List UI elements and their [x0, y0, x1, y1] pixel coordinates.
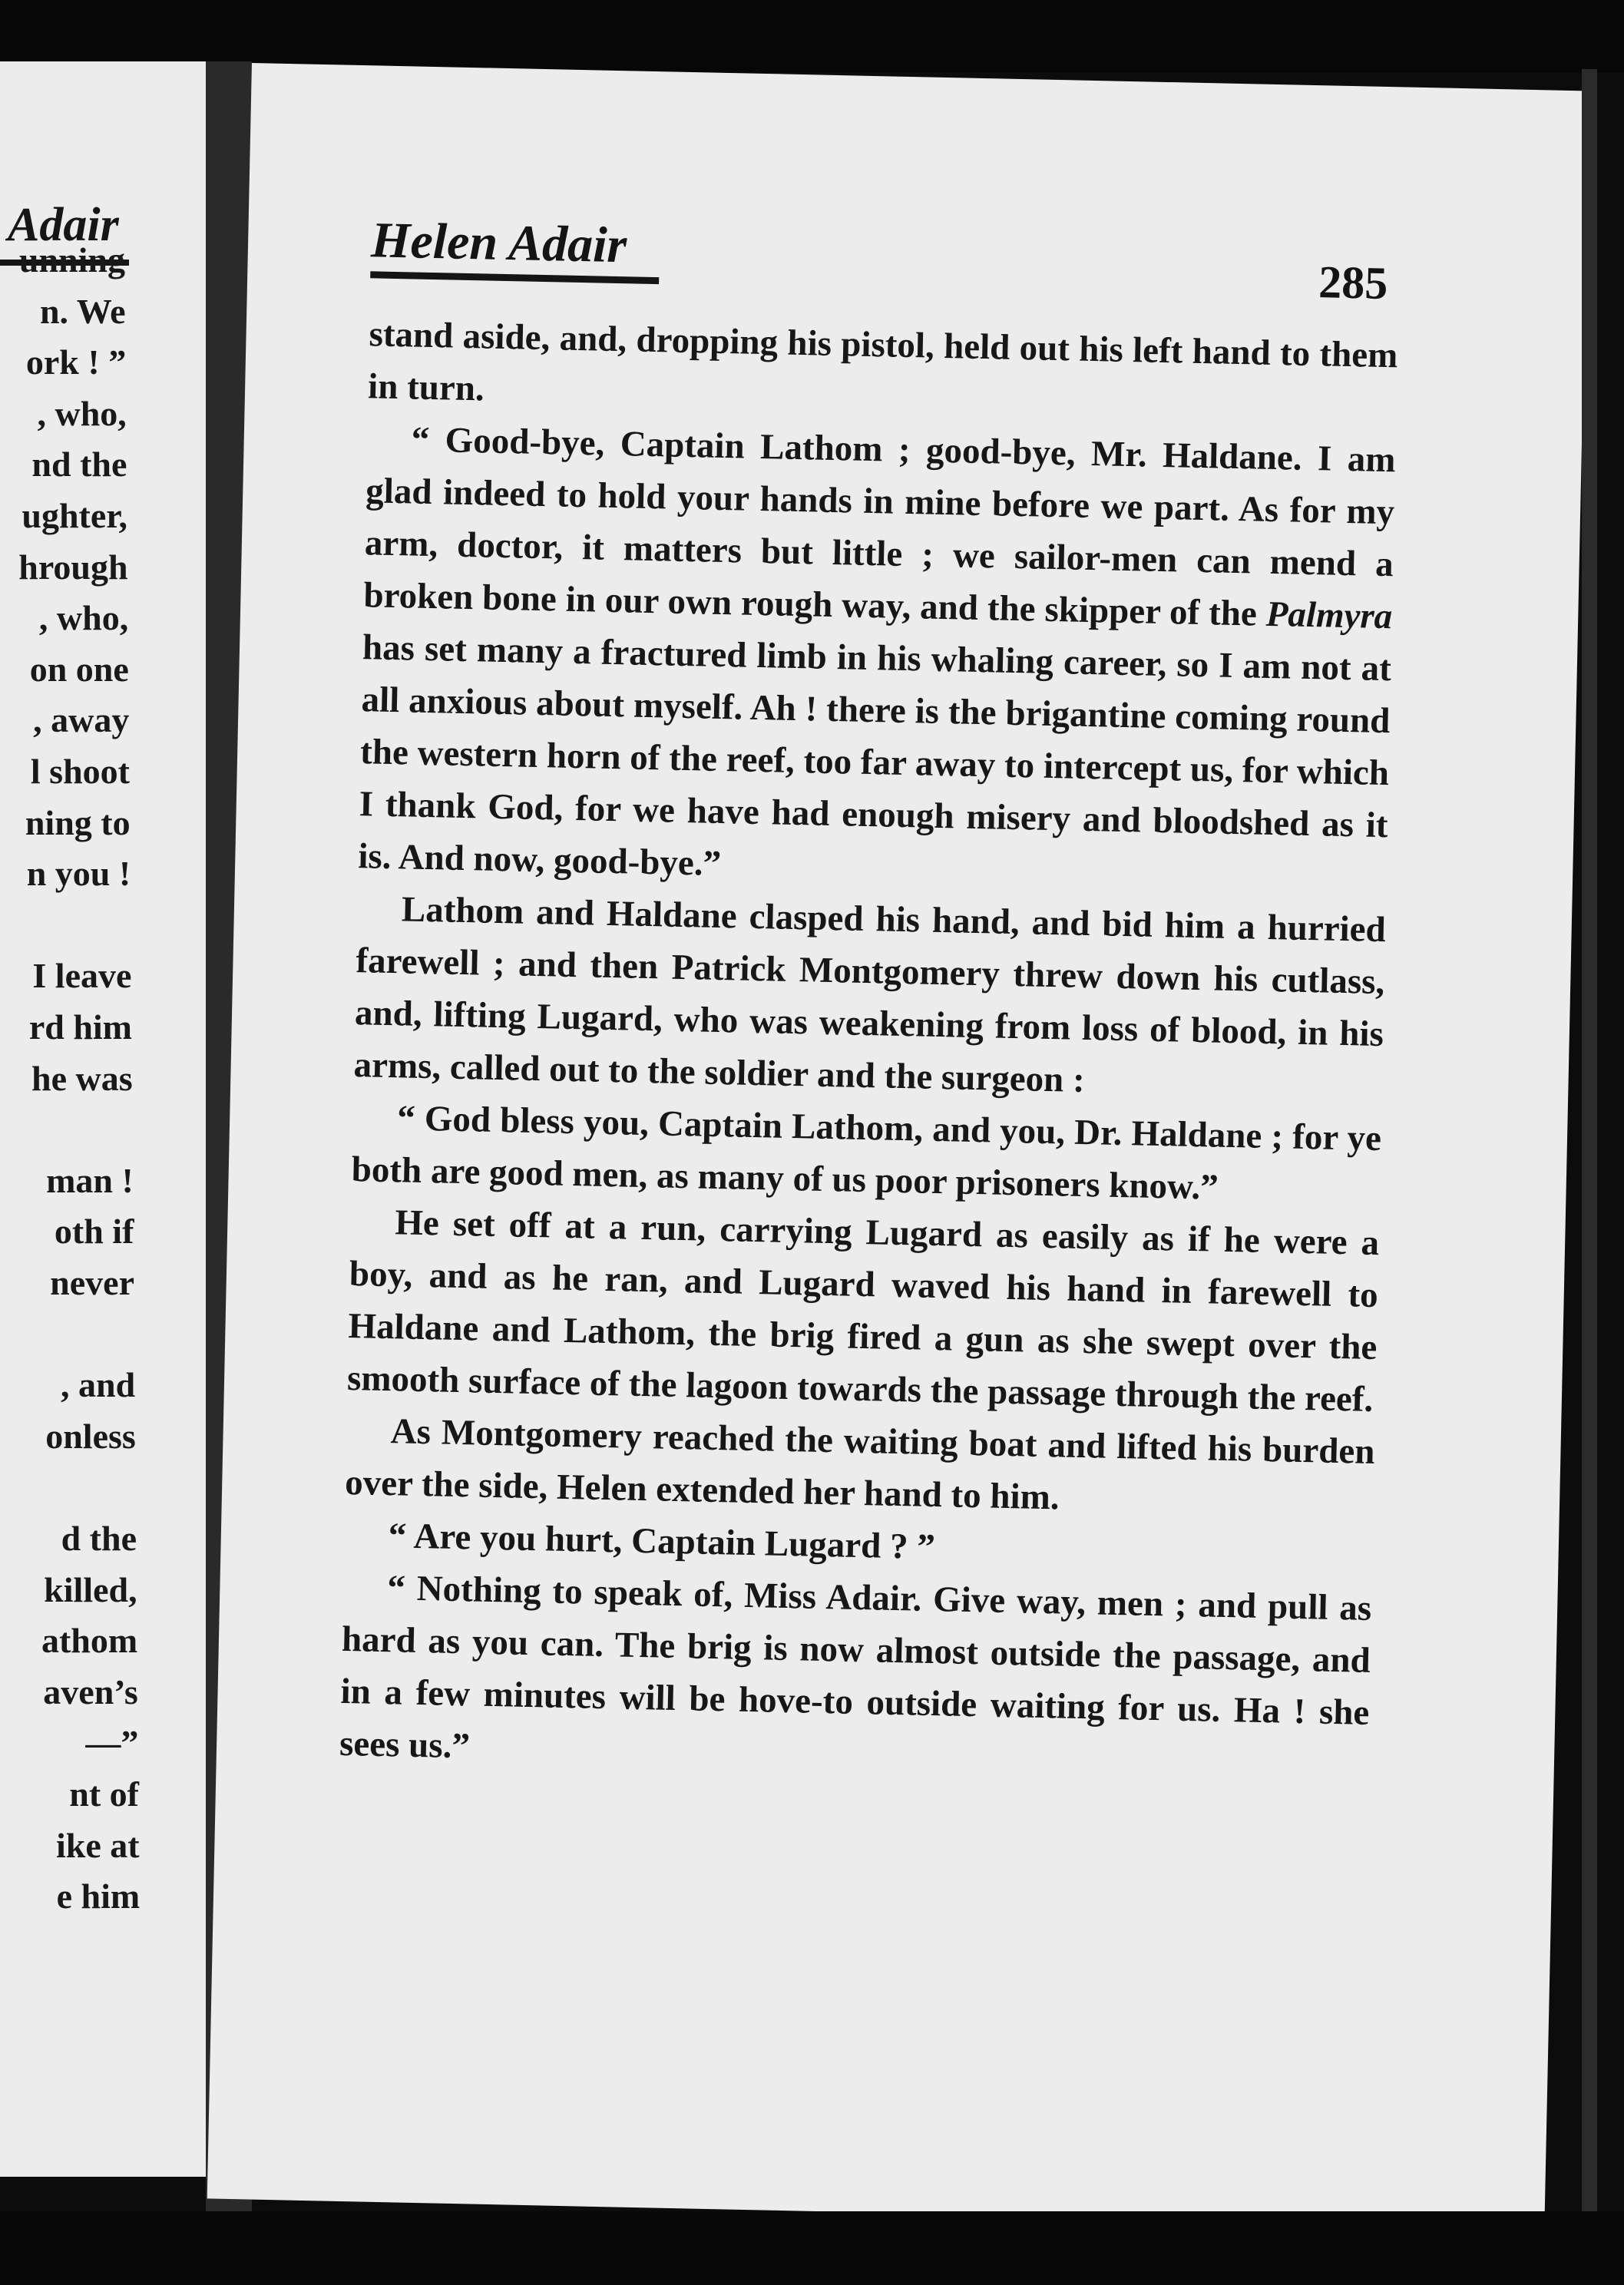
previous-page-line: , who,: [38, 598, 129, 638]
previous-page-line: ike at: [56, 1825, 140, 1865]
ship-name: Palmyra: [1265, 594, 1393, 637]
previous-page-line: oth if: [54, 1212, 134, 1252]
previous-page-line: rd him: [28, 1007, 132, 1047]
previous-page-line: he was: [31, 1058, 133, 1098]
previous-page-line: n. We: [39, 291, 126, 331]
previous-page-line: on one: [29, 649, 129, 689]
paragraph: Lathom and Haldane clasped his hand, and bid him a hurried farewell ; and then Patrick Montgomery threw down his cutlass, and, lifting Lugard, who was weakening from loss of blood, in his arms, called out to the soldier and the surgeon :: [353, 889, 1387, 1101]
previous-page-line: n you !: [26, 854, 131, 894]
previous-page-line: aven’s: [43, 1672, 138, 1711]
previous-page-line: onless: [45, 1416, 136, 1456]
running-head: Helen Adair: [370, 212, 627, 274]
current-page: [207, 63, 1589, 2227]
previous-page-line: e him: [56, 1877, 141, 1916]
body-text: [339, 308, 1398, 1791]
current-page-edge: [1582, 69, 1597, 2219]
paragraph: He set off at a run, carrying Lugard as easily as if he were a boy, and as he ran, and Lugard waved his hand in farewell to Haldane and Lathom, the brig fired a gun as she swept over the smooth surface of the lagoon towards the passage through the reef.: [346, 1202, 1380, 1420]
previous-page-line: , away: [33, 700, 130, 740]
paragraph-part: “ Good-bye, Captain Lathom ; good-bye, Mr. Haldane. I am glad indeed to hold your hands in mine before we part. As for my arm, doctor, it matters but little ; we sailor-men can mend a broken bone in our own rough way, and the skipper of the: [362, 419, 1397, 634]
paragraph-part: has set many a fractured limb in his whaling career, so I am not at all anxious about myself. Ah ! there is the brigantine coming round the western horn of the reef, too far away to intercept us, for which I thank God, for we have had enough misery and bloodshed as it is. And now, good-bye.”: [357, 627, 1392, 885]
previous-page-line: , and: [61, 1365, 136, 1405]
scan-bottom-border: [0, 2211, 1624, 2285]
previous-page-line: unning: [18, 240, 125, 279]
previous-page-line: man !: [46, 1160, 134, 1200]
previous-page-line: hrough: [18, 547, 128, 587]
previous-page-line: ning to: [25, 802, 131, 842]
paragraph: [358, 412, 1397, 904]
previous-page-line: I leave: [32, 956, 132, 996]
previous-page-line: never: [50, 1263, 134, 1302]
previous-page: [0, 61, 211, 2177]
previous-page-line: athom: [41, 1621, 138, 1661]
previous-page-line: l shoot: [30, 752, 130, 791]
previous-page-line: killed,: [44, 1569, 137, 1609]
paragraph: As Montgomery reached the waiting boat and lifted his burden over the side, Helen extended her hand to him.: [344, 1411, 1375, 1518]
page-number: 285: [1318, 256, 1389, 309]
paragraph: “ Nothing to speak of, Miss Adair. Give way, men ; and pull as hard as you can. The brig is now almost outside the passage, and in a few minutes will be hove-to outside waiting for us. Ha ! she sees us.”: [339, 1568, 1372, 1767]
previous-page-line: , who,: [37, 393, 127, 433]
previous-page-running-head: Adair: [8, 199, 119, 251]
previous-page-line: ughter,: [21, 496, 127, 535]
previous-page-line: nd the: [31, 445, 127, 484]
paragraph: “ God bless you, Captain Lathom, and you, Dr. Haldane ; for ye both are good men, as many of us poor prisoners know.”: [351, 1098, 1382, 1208]
paragraph: stand aside, and, dropping his pistol, held out his left hand to them in turn.: [367, 314, 1398, 409]
previous-page-line: —”: [85, 1723, 139, 1763]
previous-page-line: ork ! ”: [25, 342, 127, 382]
previous-page-line: d the: [61, 1519, 137, 1558]
paragraph: “ Are you hurt, Captain Lugard ? ”: [388, 1516, 936, 1568]
previous-page-line: nt of: [69, 1774, 139, 1814]
